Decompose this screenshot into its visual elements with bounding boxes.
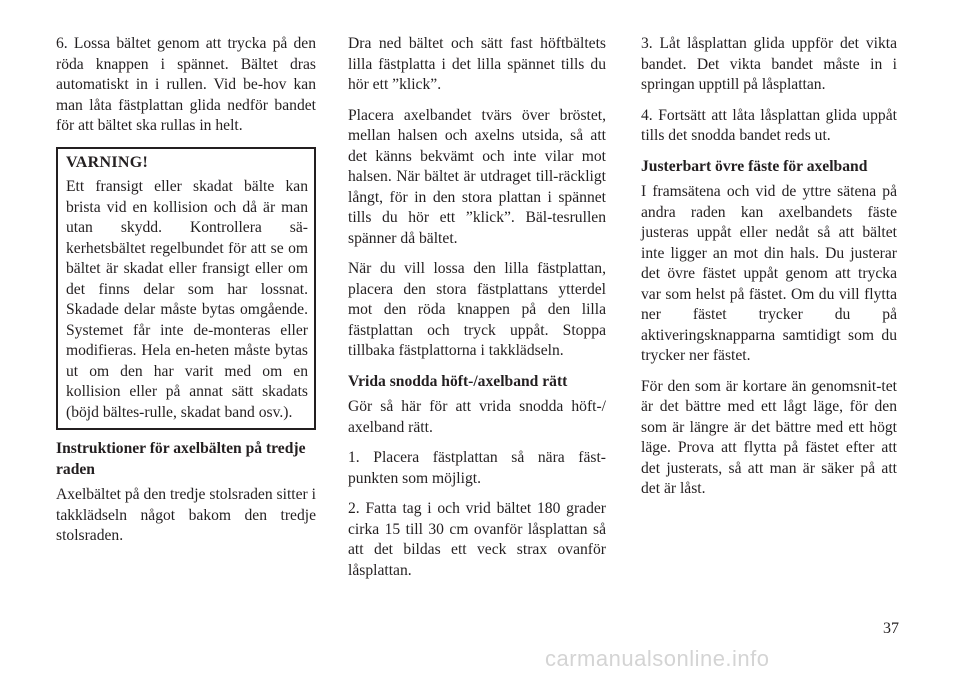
section-heading-twisted-belt: Vrida snodda höft-/axelband rätt	[348, 372, 568, 390]
warning-text: Ett fransigt eller skadat bälte kan brista vid en kollision och då är man utan skydd. Kontrollera sä-kerhetsbältet regelbundet för att se om bältet är skadat eller fransigt eller om det finns delar som har lossnat. Skadade delar måste bytas omgående. Systemet får inte de-monteras eller modifieras. Hela en-heten måste bytas ut om den har varit med om en kollision eller på annat sätt skadats (böjd bältes-rulle, skadat band osv.).	[66, 178, 308, 421]
paragraph-step-2: 2. Fatta tag i och vrid bältet 180 grader cirka 15 till 30 cm ovanför låsplattan så att det bildas ett veck strax ovanför låsplattan.	[348, 500, 606, 579]
paragraph-fasten: Dra ned bältet och sätt fast höftbältets lilla fästplatta i det lilla spännet tills du hör ett ”klick”.	[348, 35, 606, 93]
column-left	[56, 34, 316, 557]
paragraph-third-row: Axelbältet på den tredje stolsraden sitter i takklädseln något bakom den tredje stolsraden.	[56, 486, 316, 544]
section-heading-third-row: Instruktioner för axelbälten på tredje raden	[56, 440, 306, 478]
paragraph-twisted-intro: Gör så här för att vrida snodda höft-/ axelband rätt.	[348, 398, 606, 436]
column-middle	[348, 34, 606, 591]
paragraph-step-1: 1. Placera fästplattan så nära fäst-punkten som möjligt.	[348, 449, 606, 487]
paragraph-adjust-anchor: I framsätena och vid de yttre sätena på andra raden kan axelbandets fäste justeras uppåt eller nedåt så att bältet inte ligger an mot din hals. Du justerar det övre fästet uppåt genom att trycka var som helst på fästet. Om du vill flytta ner fästet trycker du på aktiveringsknapparna samtidigt som du trycker ner fästet.	[641, 183, 897, 364]
warning-box	[56, 147, 316, 431]
paragraph-shoulder-belt: Placera axelbandet tvärs över bröstet, mellan halsen och axelns utsida, så att det känns bekvämt och inte vilar mot halsen. När bältet är utdraget till-räckligt långt, för in den stora plattan i spännet tills du hör ett ”klick”. Bäl-tesrullen spänner då bältet.	[348, 106, 606, 247]
section-heading-adjustable-anchor: Justerbart övre fäste för axelband	[641, 157, 868, 175]
paragraph-step-3: 3. Låt låsplattan glida uppför det vikta bandet. Det vikta bandet måste in i springan upptill på låsplattan.	[641, 35, 897, 93]
column-right	[641, 34, 897, 510]
warning-title: VARNING!	[66, 153, 149, 171]
paragraph-step-4: 4. Fortsätt att låta låsplattan glida uppåt tills det snodda bandet reds ut.	[641, 106, 897, 144]
paragraph-release: När du vill lossa den lilla fästplattan, placera den stora fästplattans ytterdel mot den röda knappen på den lilla fästplattan och tryck uppåt. Stoppa tillbaka fästplattorna i takklädseln.	[348, 260, 606, 359]
paragraph-anchor-height: För den som är kortare än genomsnit-tet är det bättre med ett lågt läge, för den som är längre är det bättre med ett högt läge. Prova att flytta på fästet efter att det justerats, så att man är säker på att det är låst.	[641, 377, 897, 497]
page-number: 37	[883, 620, 899, 637]
paragraph-step-6: 6. Lossa bältet genom att trycka på den röda knappen i spännet. Bältet dras automatiskt in i rullen. Vid be-hov kan man låta fästplattan glida nedför bandet för att bältet ska rullas in helt.	[56, 35, 316, 134]
watermark: carmanualsonline.info	[545, 646, 770, 671]
